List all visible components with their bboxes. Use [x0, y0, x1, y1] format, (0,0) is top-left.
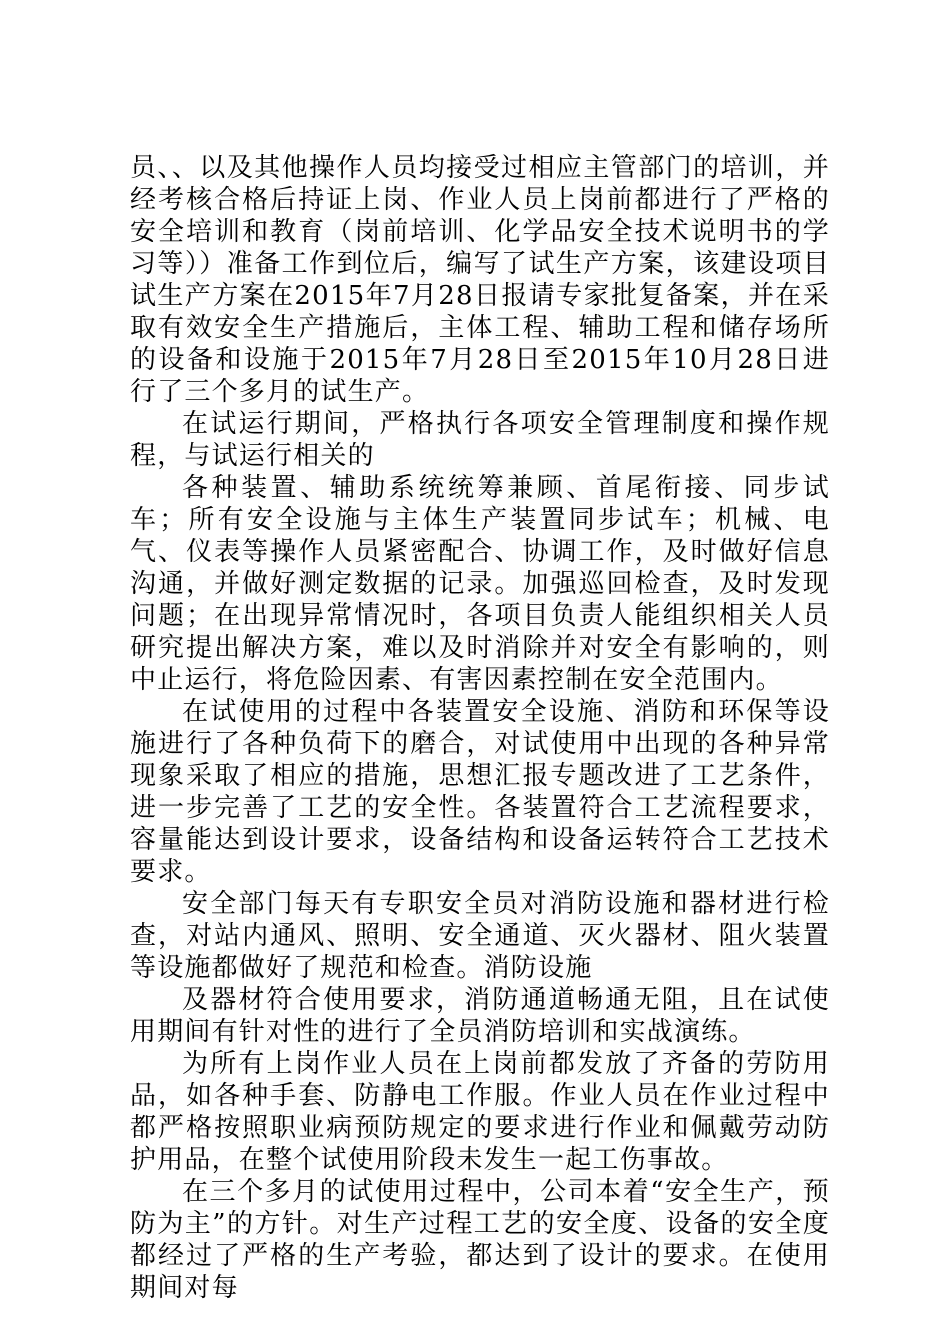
paragraph-4: 在试使用的过程中各装置安全设施、消防和环保等设施进行了各种负荷下的磨合，对试使用中出现的各种异常现象采取了相应的措施，思想汇报专题改进了工艺条件，进一步完善了工艺的安全性。各装置符合工艺流程要求，容量能达到设计要求，设备结构和设备运转符合工艺技术要求。 [130, 697, 830, 887]
paragraph-7: 为所有上岗作业人员在上岗前都发放了齐备的劳防用品，如各种手套、防静电工作服。作业人员在作业过程中都严格按照职业病预防规定的要求进行作业和佩戴劳动防护用品，在整个试使用阶段未发生一起工伤事故。 [130, 1049, 830, 1175]
paragraph-6: 及器材符合使用要求，消防通道畅通无阻，且在试使用期间有针对性的进行了全员消防培训和实战演练。 [130, 985, 830, 1047]
paragraph-3: 各种装置、辅助系统统筹兼顾、首尾衔接、同步试车；所有安全设施与主体生产装置同步试车；机械、电气、仪表等操作人员紧密配合、协调工作，及时做好信息沟通，并做好测定数据的记录。加强巡回检查，及时发现问题；在出现异常情况时，各项目负责人能组织相关人员研究提出解决方案，难以及时消除并对安全有影响的，则中止运行，将危险因素、有害因素控制在安全范围内。 [130, 473, 830, 695]
paragraph-5: 安全部门每天有专职安全员对消防设施和器材进行检查，对站内通风、照明、安全通道、灭火器材、阻火装置等设施都做好了规范和检查。消防设施 [130, 889, 830, 983]
document-body [130, 152, 830, 1304]
paragraph-1: 员、、以及其他操作人员均接受过相应主管部门的培训，并经考核合格后持证上岗、作业人员上岗前都进行了严格的安全培训和教育（岗前培训、化学品安全技术说明书的学习等））准备工作到位后，编写了试生产方案，该建设项目试生产方案在2015年7月28日报请专家批复备案，并在采取有效安全生产措施后，主体工程、辅助工程和储存场所的设备和设施于2015年7月28日至2015年10月28日进行了三个多月的试生产。 [130, 153, 830, 407]
paragraph-8: 在三个多月的试使用过程中，公司本着“安全生产，预防为主”的方针。对生产过程工艺的安全度、设备的安全度都经过了严格的生产考验，都达到了设计的要求。在使用期间对每 [130, 1177, 830, 1303]
paragraph-2: 在试运行期间，严格执行各项安全管理制度和操作规程，与试运行相关的 [130, 409, 830, 471]
